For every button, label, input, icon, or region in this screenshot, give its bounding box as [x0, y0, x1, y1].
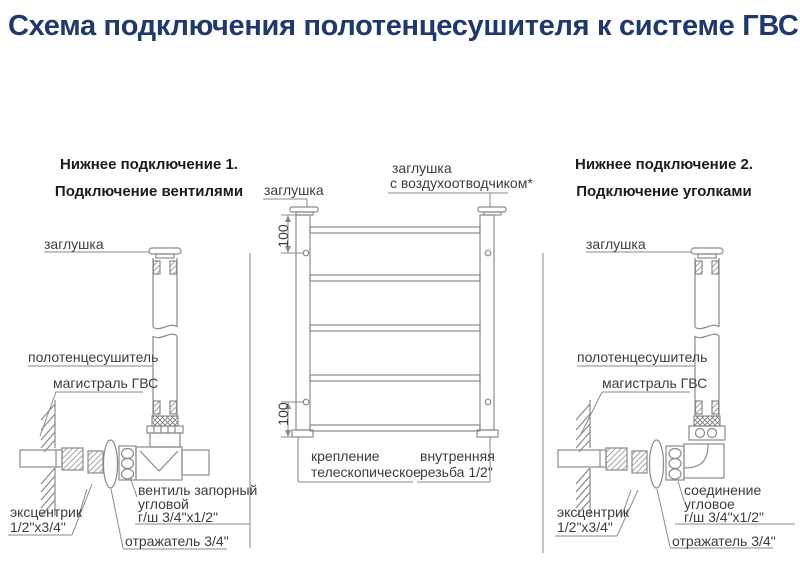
right-angle-union — [666, 416, 725, 480]
right-wall — [576, 400, 590, 516]
right-elbow-label-line3: г/ш 3/4"х1/2" — [684, 509, 764, 525]
center-airvent-label-line1: заглушка — [392, 160, 452, 176]
center-left-tube — [296, 215, 310, 430]
center-rail-drawing — [290, 207, 506, 437]
center-right-tube — [480, 215, 494, 430]
right-towel-rail-label: полотенцесушитель — [577, 349, 708, 365]
left-valve-label-line1: вентиль запорный — [138, 482, 258, 498]
right-elbow-label-line2: угловое — [684, 496, 735, 512]
left-plug-cap — [149, 248, 181, 254]
center-dim-bottom-label: 100 — [275, 402, 291, 426]
center-airvent-label-line2: с воздухоотводчиком* — [390, 175, 533, 191]
right-reflector-dome — [650, 440, 664, 488]
left-reflector-dome — [104, 440, 118, 488]
center-mount-label-line1: крепление — [311, 448, 380, 464]
page-title: Схема подключения полотенцесушителя к системе ГВС — [8, 10, 799, 42]
left-hws-main-label: магистраль ГВС — [53, 375, 159, 391]
right-eccentric-label-line2: 1/2"х3/4" — [557, 519, 613, 535]
right-eccentric-label-line1: эксцентрик — [557, 504, 629, 520]
right-plug-cap — [691, 248, 723, 254]
left-angle-valve — [119, 416, 209, 480]
left-reflector-label: отражатель 3/4" — [125, 533, 229, 549]
left-eccentric-label-line1: эксцентрик — [10, 504, 82, 520]
center-right-plug-cap — [478, 207, 506, 212]
right-towel-rail-pipe — [695, 258, 719, 416]
center-rungs — [310, 227, 480, 431]
center-thread-label-line2: резьба 1/2" — [420, 464, 493, 480]
right-elbow-label-line1: соединение — [684, 482, 762, 498]
left-eccentric-adapter — [62, 448, 103, 473]
left-valve-label-line2: угловой — [138, 496, 189, 512]
center-left-plug-cap — [290, 207, 318, 212]
right-hws-main-label: магистраль ГВС — [602, 375, 708, 391]
right-plug-label: заглушка — [586, 236, 646, 252]
right-hws-main-pipe — [558, 450, 606, 467]
left-towel-rail-pipe — [153, 258, 177, 416]
left-wall — [41, 400, 55, 516]
right-heading-line2: Подключение уголками — [576, 183, 752, 200]
left-heading-line2: Подключение вентилями — [54, 183, 244, 200]
left-plug-label: заглушка — [44, 236, 104, 252]
right-heading-line1: Нижнее подключение 2. — [575, 156, 753, 173]
left-valve-label-line3: г/ш 3/4"х1/2" — [138, 509, 218, 525]
center-dim-top-label: 100 — [275, 224, 291, 248]
right-reflector-label: отражатель 3/4" — [672, 533, 776, 549]
center-mount-label-line2: телескопическое — [311, 464, 421, 480]
center-leader-lines — [263, 193, 508, 482]
left-heading-line1: Нижнее подключение 1. — [60, 156, 238, 173]
left-towel-rail-label: полотенцесушитель — [28, 349, 159, 365]
left-eccentric-label-line2: 1/2"х3/4" — [10, 519, 66, 535]
center-thread-label-line1: внутренняя — [420, 448, 495, 464]
right-eccentric-adapter — [606, 448, 647, 473]
center-mount-holes — [303, 250, 491, 405]
center-plug-label: заглушка — [264, 182, 324, 198]
